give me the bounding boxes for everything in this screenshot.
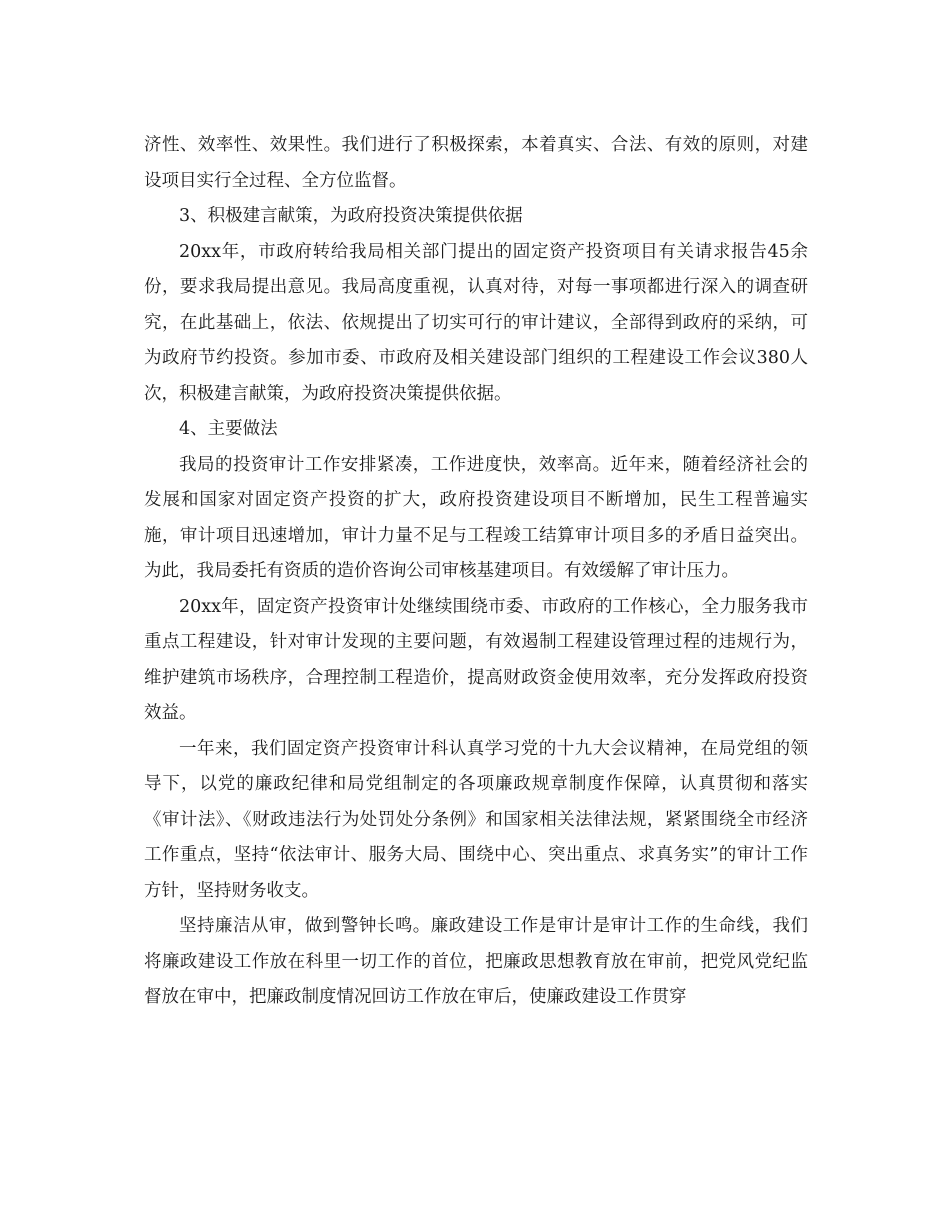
paragraph: 一年来，我们固定资产投资审计科认真学习党的十九大会议精神，在局党组的领导下，以党的廉政纪律和局党组制定的各项廉政规章制度作保障，认真贯彻和落实《审计法》、《财政违法行为处罚处分条例》和国家相关法律法规，紧紧围绕全市经济工作重点，坚持“依法审计、服务大局、围绕中心、突出重点、求真务实”的审计工作方针，坚持财务收支。 — [144, 738, 808, 901]
paragraph: 坚持廉洁从审，做到警钟长鸣。廉政建设工作是审计是审计工作的生命线，我们将廉政建设工作放在科里一切工作的首位，把廉政思想教育放在审前，把党风党纪监督放在审中，把廉政制度情况回访工作放在审后，使廉政建设工作贯穿 — [144, 916, 808, 1007]
paragraph: 20xx年，市政府转给我局相关部门提出的固定资产投资项目有关请求报告45余份，要求我局提出意见。我局高度重视，认真对待，对每一事项都进行深入的调查研究，在此基础上，依法、依规提出了切实可行的审计建议，全部得到政府的采纳，可为政府节约投资。参加市委、市政府及相关建设部门组织的工程建设工作会议380人次，积极建言献策，为政府投资决策提供依据。 — [144, 241, 808, 404]
section-heading-3: 3、积极建言献策，为政府投资决策提供依据 — [179, 206, 523, 226]
section-heading-4: 4、主要做法 — [179, 419, 278, 439]
paragraph-continuation: 济性、效率性、效果性。我们进行了积极探索，本着真实、合法、有效的原则，对建设项目实行全过程、全方位监督。 — [144, 135, 808, 191]
paragraph: 20xx年，固定资产投资审计处继续围绕市委、市政府的工作核心，全力服务我市重点工程建设，针对审计发现的主要问题，有效遏制工程建设管理过程的违规行为，维护建筑市场秩序，合理控制工程造价，提高财政资金使用效率，充分发挥政府投资效益。 — [144, 596, 808, 723]
document-body — [144, 128, 808, 1016]
paragraph: 我局的投资审计工作安排紧凑，工作进度快，效率高。近年来，随着经济社会的发展和国家对固定资产投资的扩大，政府投资建设项目不断增加，民生工程普遍实施，审计项目迅速增加，审计力量不足与工程竣工结算审计项目多的矛盾日益突出。为此，我局委托有资质的造价咨询公司审核基建项目。有效缓解了审计压力。 — [144, 454, 808, 581]
